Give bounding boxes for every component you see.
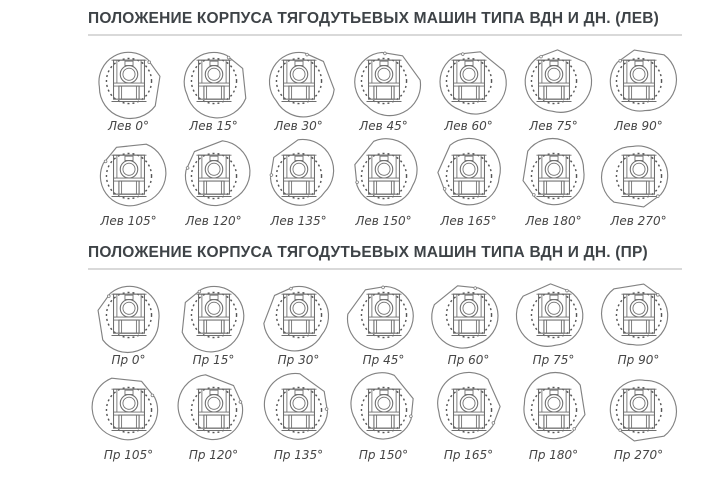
pedestal-inner-walls xyxy=(546,415,561,428)
fan-scroll-drawing xyxy=(257,278,341,352)
motor-shaft xyxy=(292,163,304,175)
section-title-pr: ПОЛОЖЕНИЕ КОРПУСА ТЯГОДУТЬЕВЫХ МАШИН ТИПА ВДН И ДН. (ПР) xyxy=(88,244,648,261)
motor-assembly xyxy=(361,387,406,432)
pedestal-inner-walls xyxy=(121,415,136,428)
fan-scroll-drawing xyxy=(87,278,171,352)
motor-shaft xyxy=(207,397,219,409)
fan-diagram-tile xyxy=(256,278,341,367)
motor-assembly xyxy=(531,153,576,198)
volute-casing xyxy=(339,362,425,450)
motor-assembly xyxy=(361,292,406,337)
motor-cap xyxy=(209,61,217,65)
motor-assembly xyxy=(276,292,321,337)
motor-shaft xyxy=(632,302,644,314)
volute-casing xyxy=(174,279,250,359)
pedestal-inner-walls xyxy=(291,320,306,333)
pedestal-inner-walls xyxy=(206,181,221,194)
motor-cap xyxy=(549,156,557,160)
motor-shaft xyxy=(547,68,559,80)
pedestal-inner-walls xyxy=(206,415,221,428)
fan-angle-label: Лев 180° xyxy=(525,214,582,228)
motor-assembly xyxy=(191,153,236,198)
fan-diagram-tile xyxy=(426,373,511,462)
pedestal-inner-walls xyxy=(461,181,476,194)
fan-diagram-tile xyxy=(341,373,426,462)
fan-scroll-drawing xyxy=(597,278,681,352)
fan-angle-label: Пр 60° xyxy=(447,353,490,367)
fan-scroll-drawing xyxy=(342,373,426,447)
pedestal-inner-walls xyxy=(291,86,306,99)
fan-scroll-drawing xyxy=(257,373,341,447)
motor-cap xyxy=(124,156,132,160)
fan-angle-label: Лев 150° xyxy=(355,214,412,228)
motor-shaft xyxy=(207,68,219,80)
pedestal-inner-walls xyxy=(376,181,391,194)
motor-cap xyxy=(379,295,387,299)
motor-assembly xyxy=(616,58,661,103)
fan-angle-label: Лев 135° xyxy=(270,214,327,228)
pedestal-inner-walls xyxy=(546,320,561,333)
volute-casing xyxy=(93,136,173,212)
motor-cap xyxy=(294,156,302,160)
fan-scroll-drawing xyxy=(87,139,171,213)
motor-shaft xyxy=(462,163,474,175)
fan-diagram-tile xyxy=(171,278,256,367)
fan-grid-pr-row2 xyxy=(86,373,686,462)
motor-assembly xyxy=(361,58,406,103)
fan-diagram-tile xyxy=(426,44,511,133)
motor-shaft xyxy=(377,68,389,80)
fan-angle-label: Лев 0° xyxy=(108,119,149,133)
fan-angle-label: Пр 45° xyxy=(362,353,405,367)
motor-cap xyxy=(549,390,557,394)
motor-assembly xyxy=(276,387,321,432)
motor-shaft xyxy=(122,163,134,175)
title-underline xyxy=(88,268,682,270)
fan-scroll-drawing xyxy=(597,44,681,118)
fan-diagram-tile xyxy=(86,139,171,228)
pedestal-inner-walls xyxy=(291,415,306,428)
motor-cap xyxy=(634,390,642,394)
fan-diagram-tile xyxy=(256,373,341,462)
motor-cap xyxy=(294,390,302,394)
pedestal-inner-walls xyxy=(631,86,646,99)
fan-angle-label: Лев 270° xyxy=(610,214,667,228)
pedestal-inner-walls xyxy=(291,181,306,194)
fan-scroll-drawing xyxy=(512,373,596,447)
fan-diagram-tile xyxy=(596,44,681,133)
motor-assembly xyxy=(616,153,661,198)
motor-assembly xyxy=(616,292,661,337)
fan-diagram-tile xyxy=(596,139,681,228)
fan-angle-label: Пр 120° xyxy=(188,448,239,462)
fan-angle-label: Лев 165° xyxy=(440,214,497,228)
fan-scroll-drawing xyxy=(172,373,256,447)
volute-casing xyxy=(430,366,506,446)
fan-angle-label: Лев 90° xyxy=(614,119,663,133)
fan-angle-label: Пр 135° xyxy=(273,448,324,462)
motor-cap xyxy=(294,61,302,65)
motor-cap xyxy=(379,390,387,394)
motor-assembly xyxy=(106,387,151,432)
fan-diagram-tile xyxy=(171,373,256,462)
motor-cap xyxy=(634,295,642,299)
fan-diagram-tile xyxy=(171,44,256,133)
motor-shaft xyxy=(462,302,474,314)
pedestal-inner-walls xyxy=(121,320,136,333)
fan-diagram-tile xyxy=(341,278,426,367)
fan-diagram-tile xyxy=(256,44,341,133)
fan-scroll-drawing xyxy=(427,139,511,213)
volute-casing xyxy=(335,273,425,363)
pedestal-inner-walls xyxy=(461,86,476,99)
volute-casing xyxy=(166,364,254,450)
motor-assembly xyxy=(106,153,151,198)
fan-diagram-tile xyxy=(86,44,171,133)
fan-diagram-tile xyxy=(86,278,171,367)
fan-diagram-tile xyxy=(341,139,426,228)
fan-scroll-drawing xyxy=(257,139,341,213)
fan-angle-label: Лев 60° xyxy=(444,119,493,133)
fan-diagram-tile xyxy=(511,373,596,462)
motor-assembly xyxy=(446,292,491,337)
motor-cap xyxy=(209,295,217,299)
motor-shaft xyxy=(547,302,559,314)
pedestal-inner-walls xyxy=(631,415,646,428)
motor-shaft xyxy=(632,163,644,175)
fan-grid-lev-row2 xyxy=(86,139,686,228)
motor-assembly xyxy=(276,58,321,103)
pedestal-inner-walls xyxy=(206,320,221,333)
motor-shaft xyxy=(292,68,304,80)
fan-angle-label: Лев 45° xyxy=(359,119,408,133)
motor-cap xyxy=(634,156,642,160)
motor-cap xyxy=(124,295,132,299)
pedestal-inner-walls xyxy=(461,415,476,428)
motor-shaft xyxy=(462,68,474,80)
motor-assembly xyxy=(531,292,576,337)
fan-diagram-tile xyxy=(596,373,681,462)
motor-cap xyxy=(549,61,557,65)
fan-scroll-drawing xyxy=(342,44,426,118)
fan-angle-label: Лев 75° xyxy=(529,119,578,133)
fan-angle-label: Пр 150° xyxy=(358,448,409,462)
title-underline xyxy=(88,34,682,36)
motor-shaft xyxy=(377,302,389,314)
volute-casing xyxy=(177,45,253,125)
volute-casing xyxy=(85,370,165,446)
motor-assembly xyxy=(276,153,321,198)
fan-scroll-drawing xyxy=(512,278,596,352)
pedestal-inner-walls xyxy=(121,86,136,99)
pedestal-inner-walls xyxy=(546,86,561,99)
fan-scroll-drawing xyxy=(172,278,256,352)
pedestal-inner-walls xyxy=(376,320,391,333)
fan-diagram-tile xyxy=(256,139,341,228)
fan-angle-label: Лев 30° xyxy=(274,119,323,133)
fan-angle-label: Лев 120° xyxy=(185,214,242,228)
fan-angle-label: Пр 15° xyxy=(192,353,235,367)
motor-assembly xyxy=(191,387,236,432)
pedestal-inner-walls xyxy=(206,86,221,99)
motor-cap xyxy=(464,156,472,160)
volute-casing xyxy=(258,41,344,129)
motor-cap xyxy=(549,295,557,299)
motor-cap xyxy=(464,61,472,65)
volute-casing xyxy=(253,275,339,363)
motor-shaft xyxy=(377,163,389,175)
pedestal-inner-walls xyxy=(376,86,391,99)
fan-scroll-drawing xyxy=(512,44,596,118)
pedestal-inner-walls xyxy=(631,181,646,194)
motor-cap xyxy=(464,390,472,394)
fan-scroll-drawing xyxy=(427,44,511,118)
volute-casing xyxy=(342,39,432,129)
motor-assembly xyxy=(106,58,151,103)
motor-assembly xyxy=(531,387,576,432)
fan-scroll-drawing xyxy=(172,139,256,213)
fan-angle-label: Пр 105° xyxy=(103,448,154,462)
motor-assembly xyxy=(191,292,236,337)
volute-casing xyxy=(431,132,507,212)
motor-cap xyxy=(379,156,387,160)
motor-shaft xyxy=(122,68,134,80)
volute-casing xyxy=(342,128,428,216)
motor-cap xyxy=(209,156,217,160)
pedestal-inner-walls xyxy=(631,320,646,333)
motor-shaft xyxy=(462,397,474,409)
motor-shaft xyxy=(547,163,559,175)
fan-scroll-drawing xyxy=(257,44,341,118)
motor-assembly xyxy=(446,387,491,432)
fan-angle-label: Пр 75° xyxy=(532,353,575,367)
motor-cap xyxy=(634,61,642,65)
volute-casing xyxy=(98,52,159,118)
fan-diagram-tile xyxy=(426,278,511,367)
fan-angle-label: Лев 105° xyxy=(100,214,157,228)
section-title-lev: ПОЛОЖЕНИЕ КОРПУСА ТЯГОДУТЬЕВЫХ МАШИН ТИПА ВДН И ДН. (ЛЕВ) xyxy=(88,10,660,27)
fan-diagram-tile xyxy=(341,44,426,133)
fan-scroll-drawing xyxy=(87,44,171,118)
motor-assembly xyxy=(446,153,491,198)
pedestal-inner-walls xyxy=(121,181,136,194)
fan-angle-label: Пр 90° xyxy=(617,353,660,367)
motor-cap xyxy=(124,61,132,65)
pedestal-inner-walls xyxy=(376,415,391,428)
motor-assembly xyxy=(191,58,236,103)
fan-scroll-drawing xyxy=(597,373,681,447)
fan-angle-label: Пр 180° xyxy=(528,448,579,462)
fan-diagram-tile xyxy=(511,44,596,133)
motor-shaft xyxy=(377,397,389,409)
motor-shaft xyxy=(122,397,134,409)
motor-shaft xyxy=(292,397,304,409)
fan-grid-pr-row1 xyxy=(86,278,686,367)
pedestal-inner-walls xyxy=(546,181,561,194)
fan-diagram-tile xyxy=(171,139,256,228)
fan-scroll-drawing xyxy=(87,373,171,447)
motor-assembly xyxy=(616,387,661,432)
fan-scroll-drawing xyxy=(512,139,596,213)
fan-angle-label: Лев 15° xyxy=(189,119,238,133)
motor-shaft xyxy=(547,397,559,409)
motor-assembly xyxy=(361,153,406,198)
motor-cap xyxy=(379,61,387,65)
motor-assembly xyxy=(446,58,491,103)
volute-casing xyxy=(251,362,341,452)
motor-cap xyxy=(464,295,472,299)
fan-scroll-drawing xyxy=(172,44,256,118)
fan-diagram-tile xyxy=(86,373,171,462)
motor-shaft xyxy=(122,302,134,314)
fan-angle-label: Пр 0° xyxy=(111,353,146,367)
fan-diagram-tile xyxy=(511,139,596,228)
pedestal-inner-walls xyxy=(461,320,476,333)
fan-angle-label: Пр 165° xyxy=(443,448,494,462)
fan-scroll-drawing xyxy=(427,278,511,352)
motor-cap xyxy=(209,390,217,394)
fan-scroll-drawing xyxy=(427,373,511,447)
motor-assembly xyxy=(531,58,576,103)
fan-diagram-tile xyxy=(511,278,596,367)
motor-shaft xyxy=(632,397,644,409)
fan-angle-label: Пр 270° xyxy=(613,448,664,462)
fan-grid-lev-row1 xyxy=(86,44,686,133)
motor-cap xyxy=(294,295,302,299)
fan-scroll-drawing xyxy=(342,278,426,352)
motor-cap xyxy=(124,390,132,394)
fan-diagram-tile xyxy=(426,139,511,228)
motor-shaft xyxy=(207,163,219,175)
motor-shaft xyxy=(632,68,644,80)
fan-diagram-tile xyxy=(596,278,681,367)
volute-casing xyxy=(173,130,261,216)
motor-shaft xyxy=(207,302,219,314)
fan-angle-label: Пр 30° xyxy=(277,353,320,367)
fan-scroll-drawing xyxy=(597,139,681,213)
motor-shaft xyxy=(292,302,304,314)
volute-casing xyxy=(256,128,346,218)
motor-assembly xyxy=(106,292,151,337)
fan-scroll-drawing xyxy=(342,139,426,213)
